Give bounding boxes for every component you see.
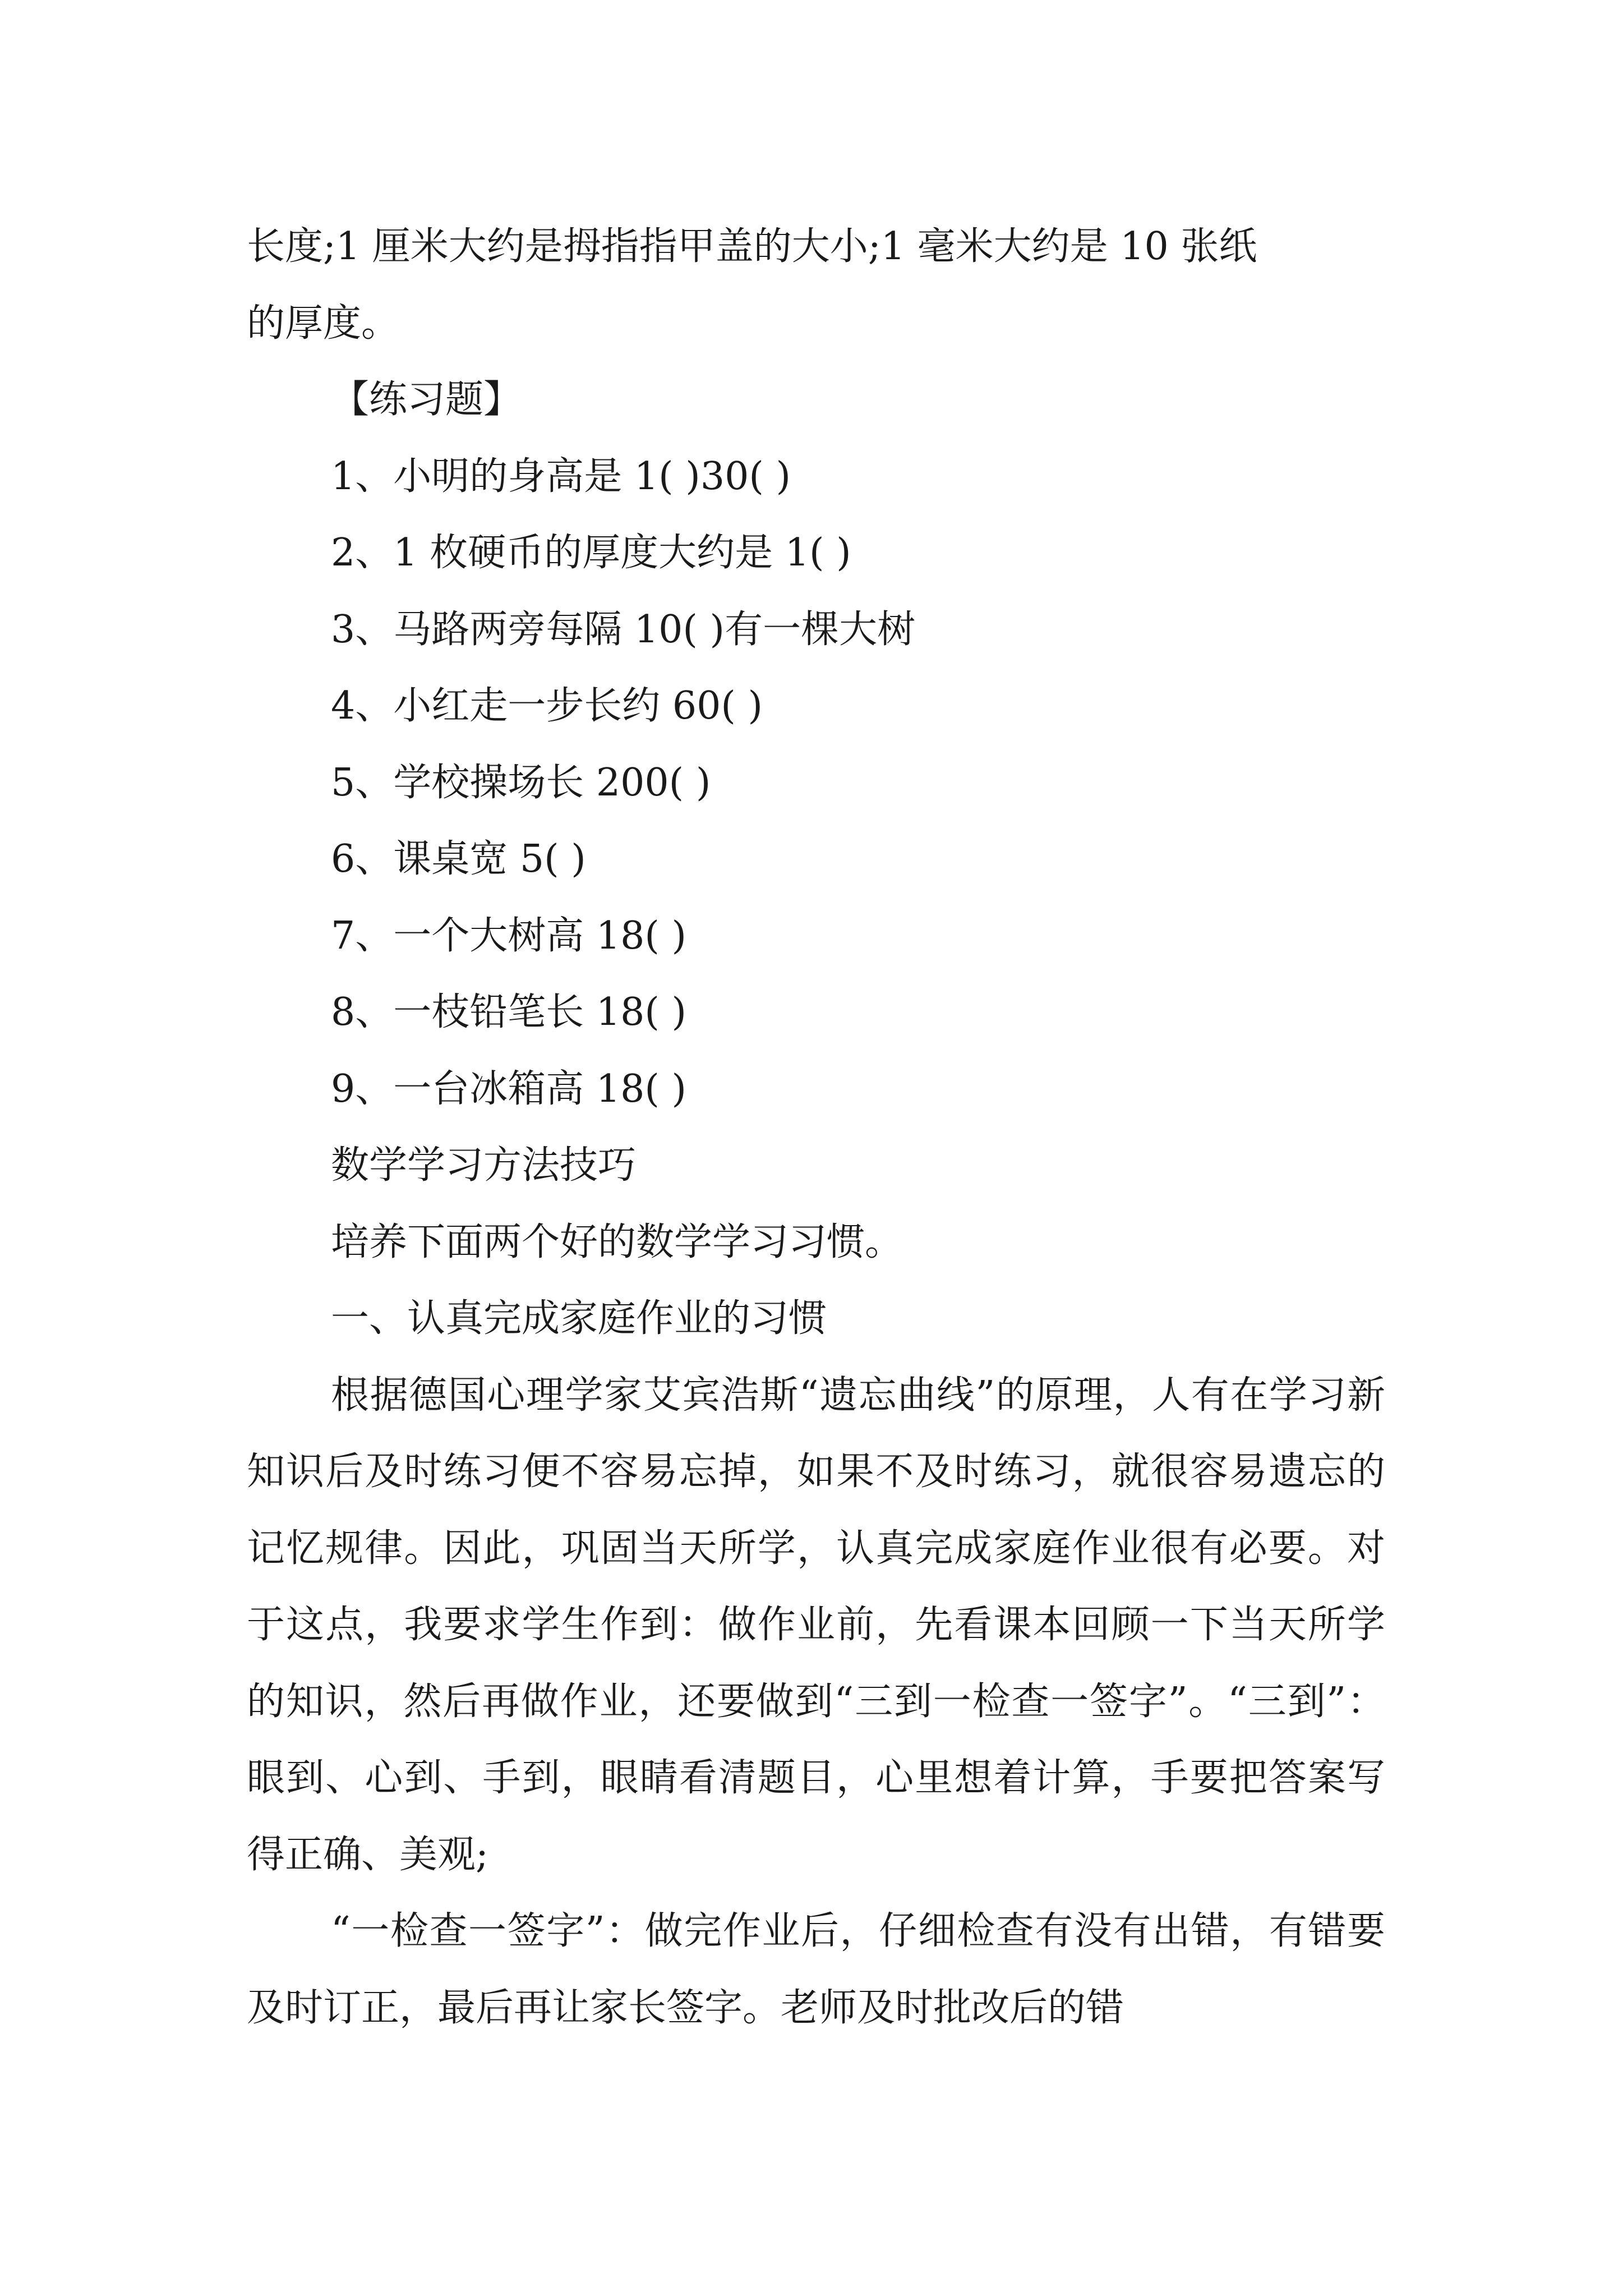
- exercise-item-1: 1、小明的身高是 1( )30( ): [331, 454, 791, 499]
- exercise-heading: 【练习题】: [331, 378, 522, 422]
- document-body: [247, 209, 1385, 2046]
- exercise-item-4: 4、小红走一步长约 60( ): [331, 684, 763, 728]
- exercise-item-6: 6、课桌宽 5( ): [331, 837, 586, 881]
- paragraph-1: 根据德国心理学家艾宾浩斯“遗忘曲线”的原理，人有在学习新知识后及时练习便不容易忘掉，如果不及时练习，就很容易遗忘的记忆规律。因此，巩固当天所学，认真完成家庭作业很有必要。对于这点，我要求学生作到：做作业前，先看课本回顾一下当天所学的知识，然后再做作业，还要做到“三到一检查一签字”。“三到”：眼到、心到、手到，眼睛看清题目，心里想着计算，手要把答案写得正确、美观;: [247, 1373, 1385, 1877]
- exercise-item-8: 8、一枝铅笔长 18( ): [331, 990, 687, 1034]
- habit-1-title: 一、认真完成家庭作业的习惯: [331, 1296, 827, 1341]
- section-intro: 培养下面两个好的数学学习习惯。: [331, 1220, 903, 1264]
- intro-line-1: 长度;1 厘米大约是拇指指甲盖的大小;1 毫米大约是 10 张纸: [247, 224, 1257, 269]
- intro-line-2: 的厚度。: [247, 301, 400, 346]
- paragraph-2: “一检查一签字”：做完作业后，仔细检查有没有出错，有错要及时订正，最后再让家长签字。老师及时批改后的错: [247, 1909, 1385, 2030]
- exercise-item-2: 2、1 枚硬币的厚度大约是 1( ): [331, 531, 851, 575]
- exercise-item-9: 9、一台冰箱高 18( ): [331, 1066, 687, 1111]
- exercise-item-5: 5、学校操场长 200( ): [331, 760, 711, 805]
- exercise-item-3: 3、马路两旁每隔 10( )有一棵大树: [331, 607, 916, 652]
- exercise-item-7: 7、一个大树高 18( ): [331, 913, 687, 958]
- section-title: 数学学习方法技巧: [331, 1143, 637, 1188]
